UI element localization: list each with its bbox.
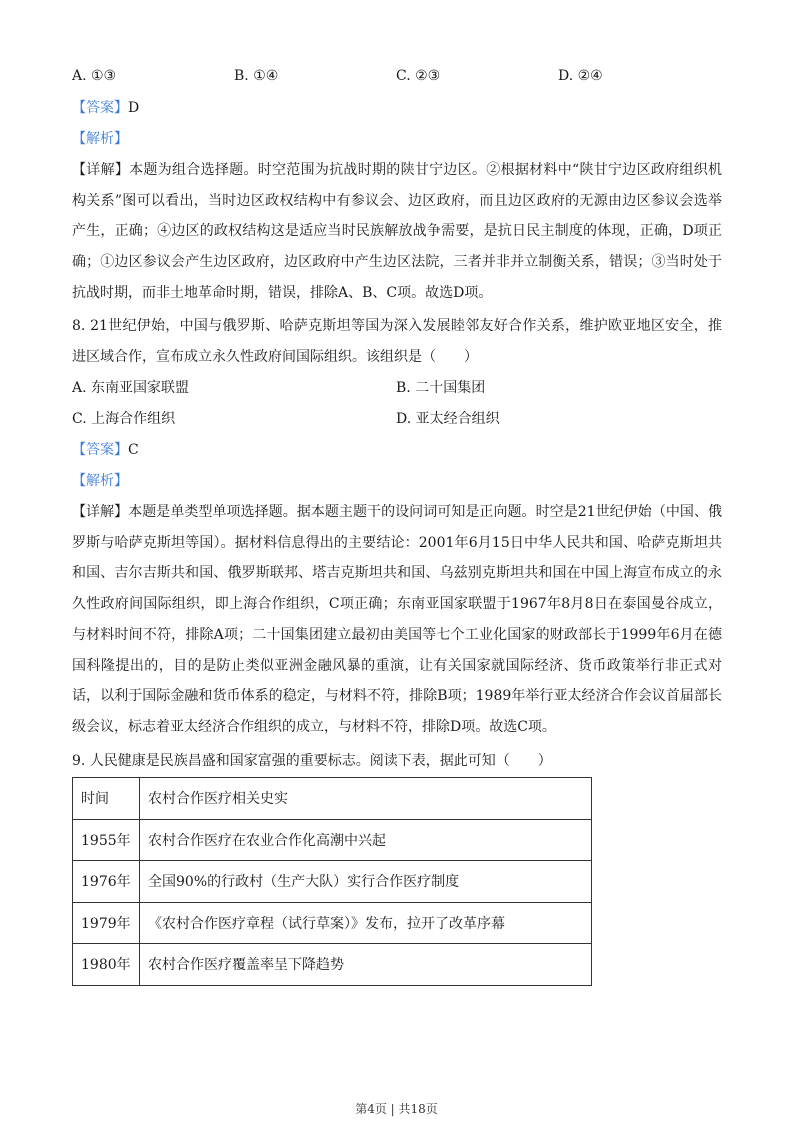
table-row bbox=[73, 861, 592, 903]
table-cell-fact: 全国90%的行政村（生产大队）实行合作医疗制度 bbox=[140, 861, 592, 903]
q8-analysis-tag: 【解析】 bbox=[72, 473, 128, 489]
table-row bbox=[73, 944, 592, 986]
q8-option-a: A. 东南亚国家联盟 bbox=[72, 380, 190, 396]
q7-option-b: B. ①④ bbox=[234, 68, 279, 84]
table-cell-year: 1979年 bbox=[73, 902, 140, 944]
q9-table bbox=[72, 777, 592, 986]
q7-option-d: D. ②④ bbox=[558, 68, 603, 84]
q7-answer-tag: 【答案】 bbox=[72, 100, 128, 116]
q7-analysis-heading bbox=[72, 129, 128, 149]
q8-detail-text: 本题是单类型单项选择题。据本题主题干的设问词可知是正向题。时空是21世纪伊始（中国、俄罗斯与哈萨克斯坦等国）。据材料信息得出的主要结论：2001年6月15日中华人民共和国、哈萨克斯坦共和国、吉尔吉斯共和国、俄罗斯联邦、塔吉克斯坦共和国、乌兹别克斯坦共和国在中国上海宣布成立的永久性政府间国际组织，即上海合作组织，C项正确；东南亚国家联盟于1967年8月8日在泰国曼谷成立，与材料时间不符，排除A项；二十国集团建立最初由美国等七个工业化国家的财政部长于1999年6月在德国科隆提出的，目的是防止类似亚洲金融风暴的重演，让有关国家就国际经济、货币政策举行非正式对话，以利于国际金融和货币体系的稳定，与材料不符，排除B项；1989年举行亚太经济合作会议首届部长级会议，标志着亚太经济合作组织的成立，与材料不符，排除D项。故选C项。 bbox=[72, 504, 723, 735]
q7-detail-text: 本题为组合选择题。时空范围为抗战时期的陕甘宁边区。②根据材料中“陕甘宁边区政府组织机构关系”图可以看出，当时边区政权结构中有参议会、边区政府，而且边区政府的无源由边区参议会选举产生，正确；④边区的政权结构这是适应当时民族解放战争需要，是抗日民主制度的体现，正确，D项正确；①边区参议会产生边区政府，边区政府中产生边区法院，三者并非并立制衡关系，错误；③当时处于抗战时期，而非土地革命时期，错误，排除A、B、C项。故选D项。 bbox=[72, 162, 723, 301]
q7-analysis-tag: 【解析】 bbox=[72, 131, 128, 147]
table-cell-fact: 《农村合作医疗章程（试行草案）》发布，拉开了改革序幕 bbox=[140, 902, 592, 944]
q8-detail bbox=[72, 497, 722, 743]
table-cell-fact: 农村合作医疗在农业合作化高潮中兴起 bbox=[140, 819, 592, 861]
q7-detail-tag: 【详解】 bbox=[72, 162, 130, 178]
table-cell-year: 1955年 bbox=[73, 819, 140, 861]
q8-answer-value: C bbox=[128, 442, 139, 458]
q7-option-c: C. ②③ bbox=[396, 68, 441, 84]
q7-detail bbox=[72, 155, 722, 309]
table-header-time: 时间 bbox=[73, 778, 140, 820]
q8-option-d: D. 亚太经合组织 bbox=[396, 411, 500, 427]
table-cell-year: 1980年 bbox=[73, 944, 140, 986]
page-footer: 第4页 | 共18页 bbox=[355, 1102, 438, 1116]
q8-analysis-heading bbox=[72, 471, 128, 491]
table-cell-year: 1976年 bbox=[73, 861, 140, 903]
table-header-fact: 农村合作医疗相关史实 bbox=[140, 778, 592, 820]
q8-answer-tag: 【答案】 bbox=[72, 442, 128, 458]
q8-option-b: B. 二十国集团 bbox=[396, 380, 486, 396]
q8-option-c: C. 上海合作组织 bbox=[72, 411, 176, 427]
table-row bbox=[73, 819, 592, 861]
q9-stem: 9. 人民健康是民族昌盛和国家富强的重要标志。阅读下表，据此可知（ ） bbox=[72, 753, 552, 769]
q8-detail-tag: 【详解】 bbox=[72, 504, 129, 520]
q8-answer bbox=[72, 440, 139, 460]
table-row bbox=[73, 902, 592, 944]
table-cell-fact: 农村合作医疗覆盖率呈下降趋势 bbox=[140, 944, 592, 986]
table-row bbox=[73, 778, 592, 820]
q7-option-a: A. ①③ bbox=[72, 68, 117, 84]
q8-stem: 8. 21世纪伊始，中国与俄罗斯、哈萨克斯坦等国为深入发展睦邻友好合作关系，维护欧亚地区安全，推进区域合作，宣布成立永久性政府间国际组织。该组织是（ ） bbox=[72, 318, 722, 365]
q7-answer bbox=[72, 98, 139, 118]
q7-answer-value: D bbox=[128, 100, 140, 116]
